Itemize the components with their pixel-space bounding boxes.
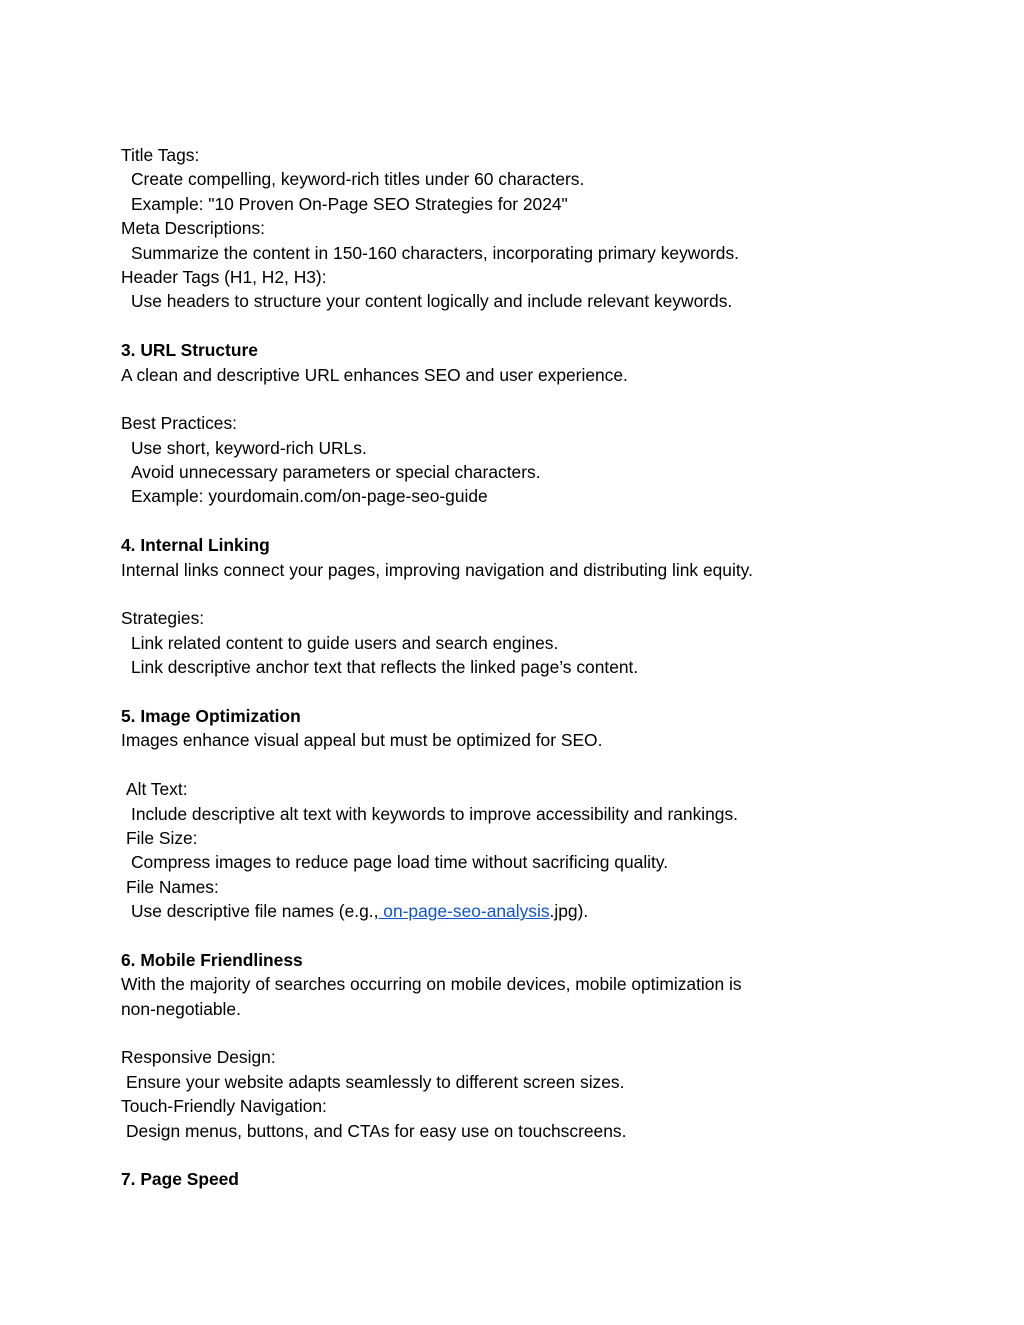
url-structure-heading: 3. URL Structure — [121, 340, 258, 361]
spacer — [121, 509, 921, 533]
best-practices-label: Best Practices: — [121, 413, 237, 434]
alt-text-label: Alt Text: — [126, 779, 188, 800]
file-size-text: Compress images to reduce page load time without sacrificing quality. — [131, 852, 669, 873]
spacer — [121, 680, 921, 704]
spacer — [121, 387, 921, 411]
url-structure-intro: A clean and descriptive URL enhances SEO and user experience. — [121, 364, 628, 385]
document-page — [121, 143, 921, 1192]
responsive-design-label: Responsive Design: — [121, 1047, 276, 1068]
page-speed-heading: 7. Page Speed — [121, 1169, 239, 1190]
mobile-intro-line-1: With the majority of searches occurring on mobile devices, mobile optimization is — [121, 974, 742, 995]
list-item: Link descriptive anchor text that reflects the linked page’s content. — [131, 657, 639, 678]
file-names-prefix: Use descriptive file names (e.g., — [131, 901, 379, 922]
header-tags-label: Header Tags (H1, H2, H3): — [121, 266, 327, 287]
alt-text-text: Include descriptive alt text with keywords to improve accessibility and rankings. — [131, 803, 739, 824]
seo-analysis-link[interactable]: on-page-seo-analysis — [378, 901, 550, 922]
internal-linking-intro: Internal links connect your pages, improving navigation and distributing link equity. — [121, 559, 753, 580]
meta-descriptions-text: Summarize the content in 150-160 characters, incorporating primary keywords. — [131, 242, 739, 263]
list-item: Example: yourdomain.com/on-page-seo-guide — [131, 486, 488, 507]
spacer — [121, 753, 921, 777]
list-item: Use short, keyword-rich URLs. — [131, 437, 367, 458]
file-names-suffix: .jpg). — [549, 901, 589, 922]
responsive-design-text: Ensure your website adapts seamlessly to different screen sizes. — [126, 1071, 625, 1092]
spacer — [121, 314, 921, 338]
file-names-label: File Names: — [126, 876, 219, 897]
title-tags-label: Title Tags: — [121, 145, 200, 165]
mobile-intro-line-2: non-negotiable. — [121, 998, 241, 1019]
spacer — [121, 1143, 921, 1167]
list-item: Link related content to guide users and search engines. — [131, 632, 559, 653]
file-size-label: File Size: — [126, 827, 198, 848]
touch-navigation-label: Touch-Friendly Navigation: — [121, 1096, 327, 1117]
list-item: Avoid unnecessary parameters or special characters. — [131, 462, 541, 483]
header-tags-text: Use headers to structure your content logically and include relevant keywords. — [131, 291, 733, 312]
spacer — [121, 1021, 921, 1045]
image-optimization-heading: 5. Image Optimization — [121, 705, 301, 726]
internal-linking-heading: 4. Internal Linking — [121, 535, 270, 556]
strategies-label: Strategies: — [121, 608, 205, 629]
meta-descriptions-label: Meta Descriptions: — [121, 218, 266, 239]
spacer — [121, 582, 921, 606]
mobile-friendliness-heading: 6. Mobile Friendliness — [121, 949, 303, 970]
touch-navigation-text: Design menus, buttons, and CTAs for easy use on touchscreens. — [126, 1120, 627, 1141]
title-tags-text: Create compelling, keyword-rich titles under 60 characters. — [131, 169, 585, 190]
spacer — [121, 924, 921, 948]
file-names-text — [121, 899, 921, 923]
image-optimization-intro: Images enhance visual appeal but must be optimized for SEO. — [121, 730, 603, 751]
title-tags-example: Example: "10 Proven On-Page SEO Strategies for 2024" — [131, 193, 568, 214]
